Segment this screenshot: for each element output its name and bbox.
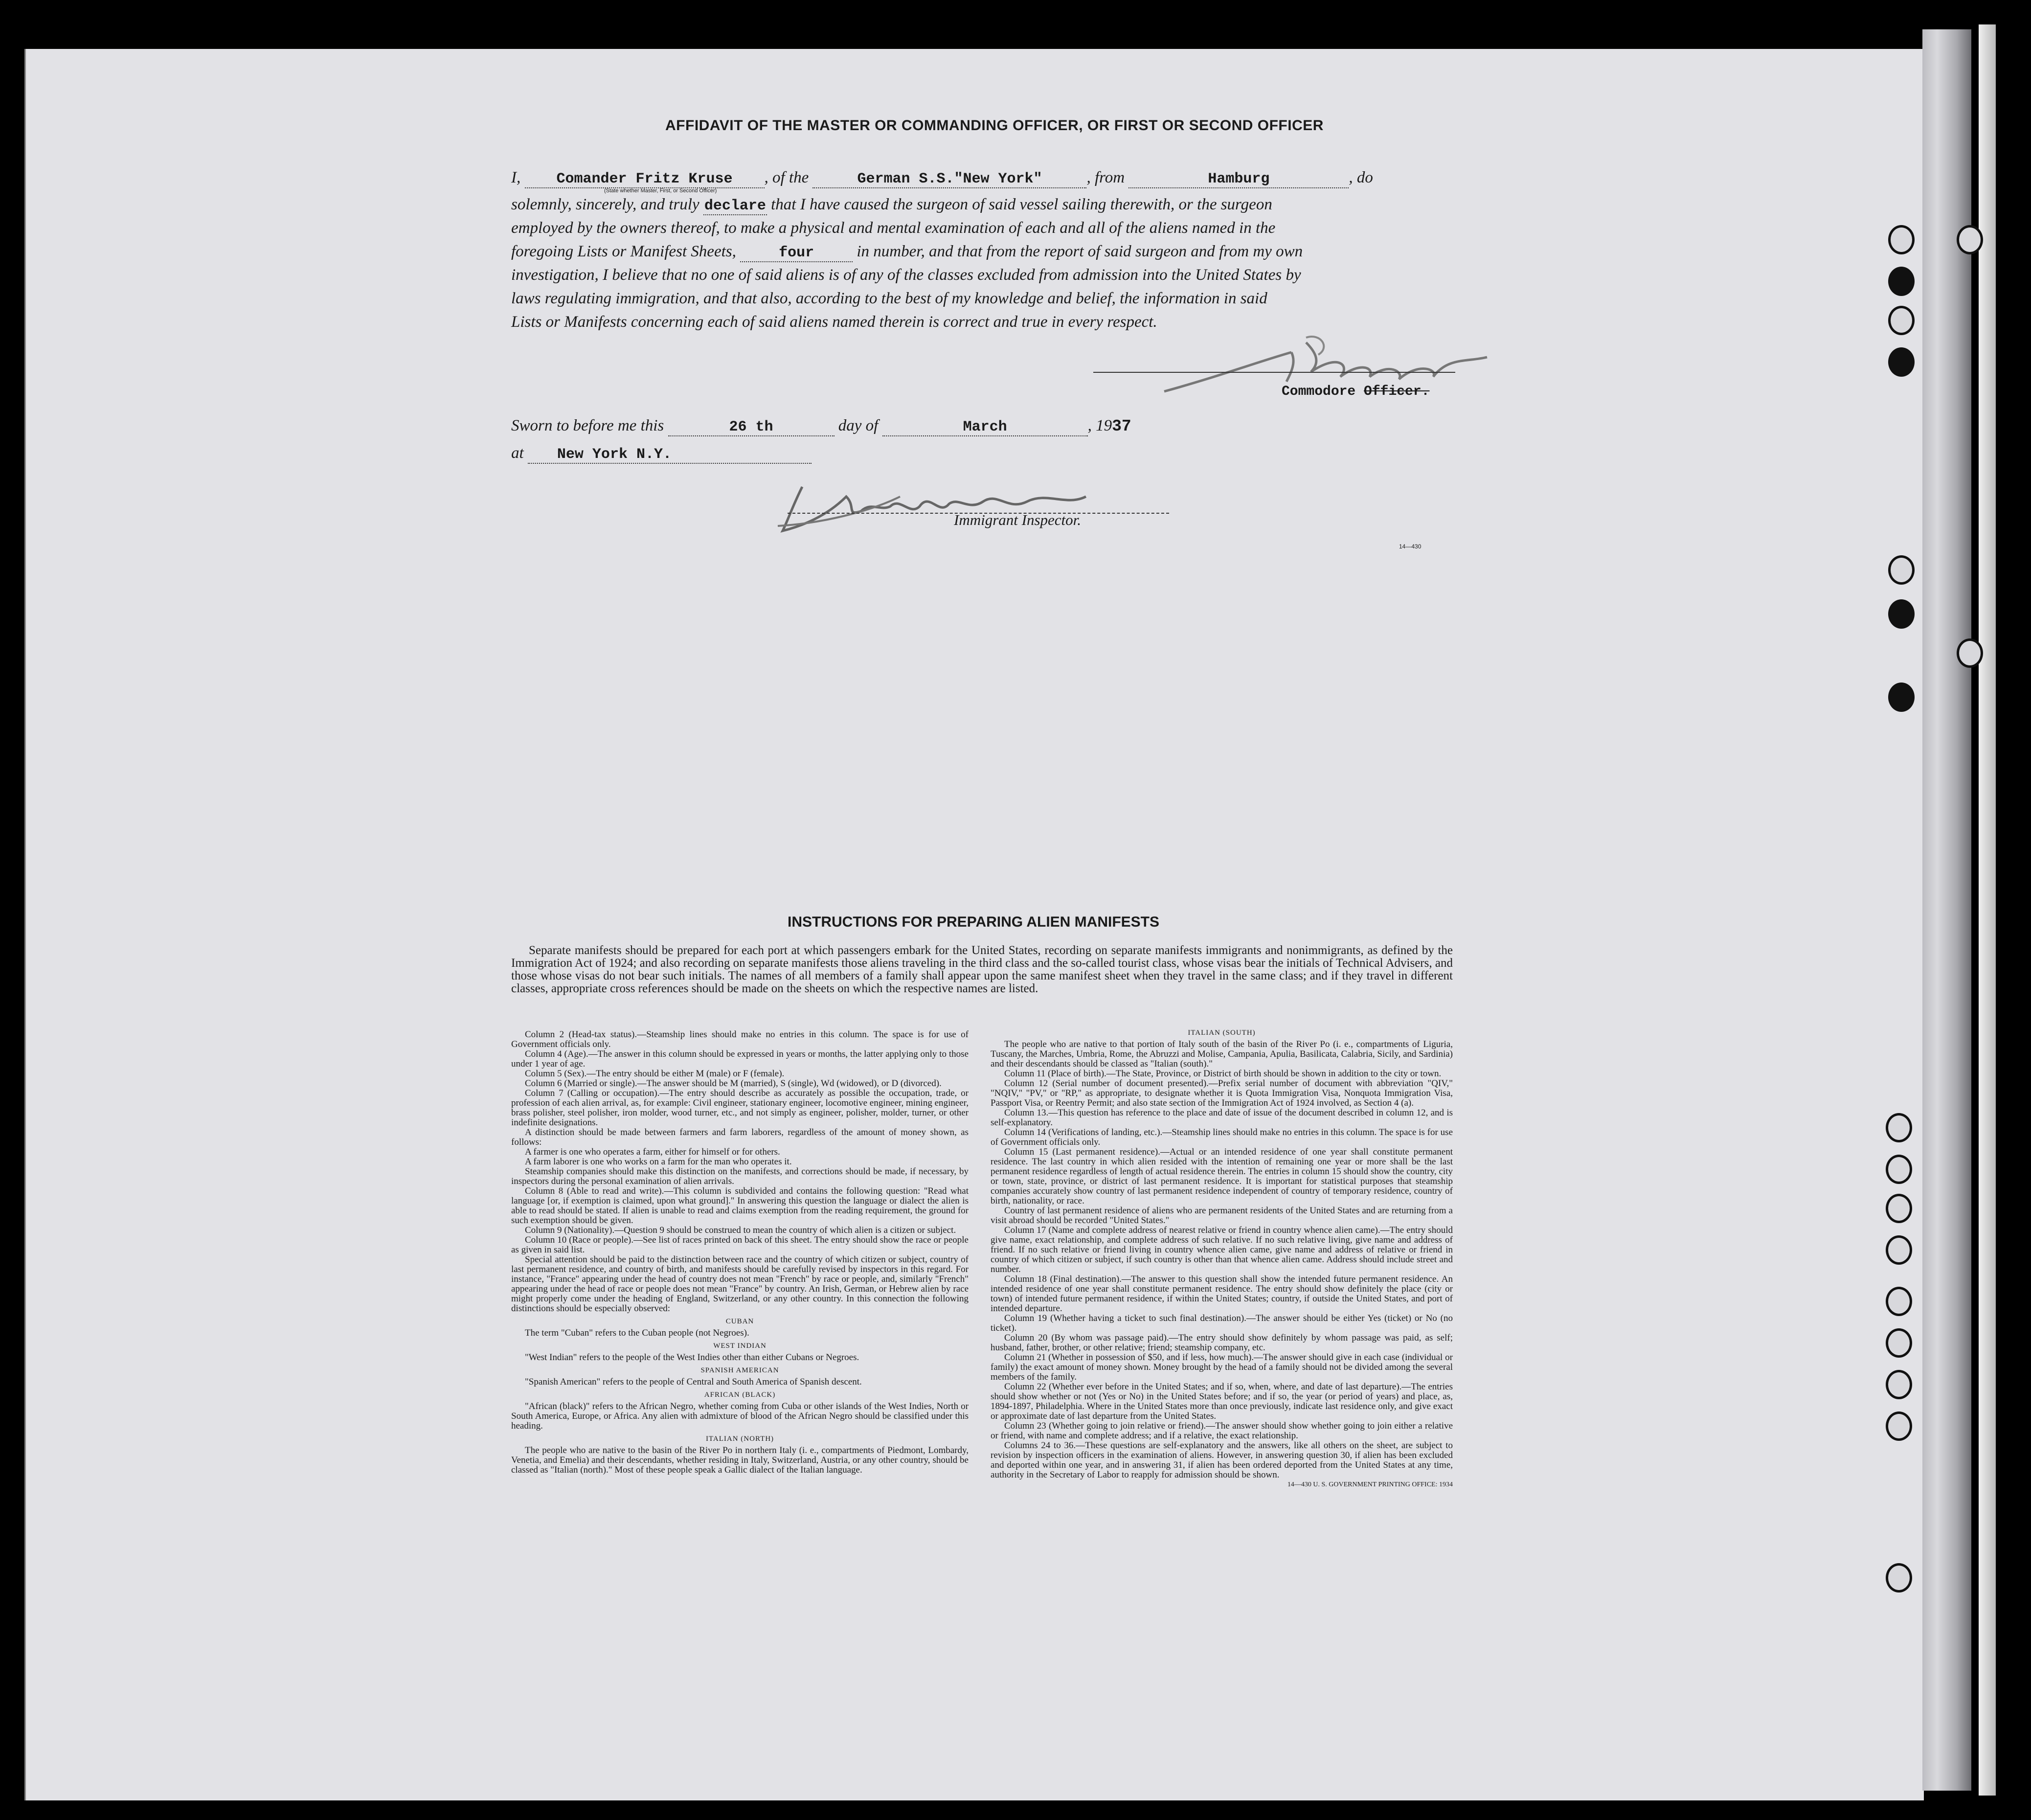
i-label: I,	[511, 169, 521, 186]
rank-struck-text: Officer.	[1364, 384, 1430, 399]
binder-hole	[1886, 1287, 1912, 1316]
sworn-line	[511, 417, 1455, 436]
paragraph: Column 8 (Able to read and write).—This column is subdivided and contains the following question: "Read what language [or, if exemption is claimed, upon what ground]." In answering this question the language or dialect the alien is able to read should be stated. If alien is unable to read and claims exemption from the reading requirement, the ground for such exemption should be given.	[511, 1186, 969, 1226]
paragraph: Column 5 (Sex).—The entry should be either M (male) or F (female).	[525, 1069, 785, 1079]
affidavit-line-1	[511, 169, 1455, 188]
text-segment: that I have caused the surgeon of said vessel sailing therewith, or the surgeon	[771, 196, 1272, 213]
binder-hole	[1886, 1328, 1912, 1358]
paragraph: Column 21 (Whether in possession of $50, and if less, how much).—The answer should give in each case (individual or family) the exact amount of money shown. Money brought by the head of a family should not be divided among the several members of the family.	[991, 1352, 1453, 1382]
paragraph: Column 11 (Place of birth).—The State, Province, or District of birth should be shown in addition to the city or town.	[1004, 1069, 1442, 1079]
instructions-left-column	[511, 1030, 969, 1475]
port-name: Hamburg	[1128, 171, 1349, 188]
paragraph: Column 10 (Race or people).—See list of races printed on back of this sheet. The entry should show the race or people as given in said list.	[511, 1235, 969, 1255]
binder-hole	[1886, 1194, 1912, 1223]
paragraph: Column 4 (Age).—The answer in this column should be expressed in years or months, the latter applying only to those under 1 year of age.	[511, 1049, 969, 1069]
paragraph: Steamship companies should make this distinction on the manifests, and corrections should be made, if necessary, by inspectors during the personal examination of alien arrivals.	[511, 1166, 969, 1186]
binder-hole	[1888, 306, 1915, 335]
text-segment: foregoing Lists or Manifest Sheets,	[511, 243, 736, 260]
paragraph: Column 6 (Married or single).—The answer should be M (married), S (single), Wd (widowed), or D (divorced).	[525, 1078, 942, 1089]
from-label: , from	[1086, 169, 1125, 186]
paragraph: Column 2 (Head-tax status).—Steamship lines should make no entries in this column. The space is for use of Government officials only.	[511, 1029, 969, 1049]
binder-hole	[1957, 638, 1983, 668]
binder-hole	[1886, 1563, 1912, 1592]
officer-name-note: (State whether Master, First, or Second Officer)	[604, 188, 717, 194]
instructions-intro: Separate manifests should be prepared for each port at which passengers embark for the United States, recording on separate manifests immigrants and nonimmigrants, as defined by the Immigration Act of 1924; and also recording on separate manifests those aliens traveling in the third class and the so-called tourist class, whose visas bear the initials of Technical Advisers, and those whose visas do not bear such initials. The names of all members of a family shall appear upon the same manifest sheet when they travel in the same class; and if they travel in different classes, appropriate cross references should be made on the sheets on which the respective names are listed.	[511, 944, 1453, 995]
officer-name: Comander Fritz Kruse	[525, 171, 765, 188]
sworn-place: New York N.Y.	[528, 446, 812, 464]
paragraph: Column 9 (Nationality).—Question 9 should be construed to mean the country of which alien is a citizen or subject.	[525, 1225, 956, 1235]
sworn-label: Sworn to before me this	[511, 417, 664, 434]
paragraph: Column 23 (Whether going to join relative or friend).—The answer should show whether going to join either a relative or friend, with name and complete address; and if a relative, the exact relationship.	[991, 1421, 1453, 1441]
section-heading: ITALIAN (SOUTH)	[1188, 1029, 1256, 1037]
paragraph: The people who are native to that portion of Italy south of the basin of the River Po (i. e., compartments of Liguria, Tuscany, the Marches, Umbria, Rome, the Abruzzi and Molise, Campania, Apulia, Basilicata, Calabria, Sicily, and Sardinia) and their descendants should be classed as "Italian (south)."	[991, 1039, 1453, 1069]
of-the-label: , of the	[764, 169, 809, 186]
paragraph: Column 20 (By whom was passage paid).—The entry should show definitely by whom passage was paid, as self; husband, father, brother, or other relative; friend; steamship company, etc.	[991, 1333, 1453, 1353]
page-edge	[1979, 24, 1996, 1796]
rank-text: Commodore	[1282, 384, 1356, 399]
binder-hole	[1888, 225, 1915, 254]
affidavit-line-7: Lists or Manifests concerning each of said aliens named therein is correct and true in every respect.	[511, 313, 1157, 331]
affidavit-line-6: laws regulating immigration, and that also, according to the best of my knowledge and belief, the information in said	[511, 290, 1267, 307]
affidavit-title: AFFIDAVIT OF THE MASTER OR COMMANDING OFFICER, OR FIRST OR SECOND OFFICER	[665, 117, 1324, 134]
paragraph: Column 7 (Calling or occupation).—The entry should describe as accurately as possible the occupation, trade, or profession of each alien arrival, as, for example: Civil engineer, stationary engineer, locomotive engineer, mining engineer, brass polisher, steel polisher, iron molder, wood turner, etc., and not simply as engineer, polisher, molder, turner, or other indefinite designations.	[511, 1088, 969, 1128]
printing-office-footer: 14—430 U. S. GOVERNMENT PRINTING OFFICE: 1934	[1287, 1481, 1453, 1488]
sworn-month: March	[882, 419, 1088, 436]
officer-signature-line	[1093, 372, 1455, 373]
day-of-label: day of	[838, 417, 879, 434]
binder-hole	[1886, 1411, 1912, 1441]
binder-hole	[1886, 1235, 1912, 1265]
paragraph: Column 19 (Whether having a ticket to such final destination).—The answer should be either Yes (ticket) or No (no ticket).	[991, 1313, 1453, 1333]
paragraph: Special attention should be paid to the distinction between race and the country of which citizen or subject, country of last permanent residence, and country of birth, and manifests should be carefully revised by inspectors in this regard. For instance, "France" appearing under the head of country does not mean "French" by race or people, and, similarly "French" appearing under the head of race or people does not mean "France" by country. An Irish, German, or Hebrew alien by race might properly come under the heading of England, Switzerland, or any other country. In this connection the following distinctions should be especially observed:	[511, 1254, 969, 1314]
paragraph: The people who are native to the basin of the River Po in northern Italy (i. e., compartments of Piedmont, Lombardy, Venetia, and Emelia) and their descendants, whether residing in Italy, Switzerland, Austria, or any other country, should be classed as "Italian (north)." Most of these people speak a Gallic dialect of the Italian language.	[511, 1445, 969, 1475]
affidavit-line-5: investigation, I believe that no one of said aliens is of any of the classes excluded from admission into the United States by	[511, 266, 1301, 284]
affidavit-line-3: employed by the owners thereof, to make a physical and mental examination of each and all of the aliens named in the	[511, 219, 1276, 237]
at-label: at	[511, 444, 524, 462]
paragraph: A farmer is one who operates a farm, either for himself or for others.	[525, 1147, 780, 1157]
year-prefix: , 19	[1087, 417, 1112, 434]
paragraph: Column 15 (Last permanent residence).—Actual or an intended residence of one year shall constitute permanent residence. The last country in which alien resided with the intention of remaining one year or more shall be the last permanent residence regardless of length of actual residence therein. The entries in column 15 should show the country, city or town, state, province, or district of last permanent residence. It is important for statistical purposes that steamship companies accurately show country of last permanent residence independent of country of temporary residence, country of birth, nationality, or race.	[991, 1147, 1453, 1206]
sheet-count: four	[740, 245, 853, 262]
section-heading: WEST INDIAN	[713, 1342, 767, 1350]
binder-hole	[1888, 682, 1915, 712]
paragraph: Column 22 (Whether ever before in the United States; and if so, when, where, and date of last departure).—The entries should show whether or not (Yes or No) in the United States before; and if so, the year (or period of years) and place, as, 1894-1897, Philadelphia. Where in the United States more than once previously, indicate last residence only, and give exact or approximate date of last departure from the United States.	[991, 1382, 1453, 1421]
section-heading: ITALIAN (NORTH)	[705, 1435, 774, 1443]
section-heading: CUBAN	[725, 1318, 754, 1325]
officer-rank	[1282, 384, 1429, 399]
section-heading: SPANISH AMERICAN	[700, 1366, 779, 1374]
paragraph: A distinction should be made between farmers and farm laborers, regardless of the amount of money shown, as follows:	[511, 1127, 969, 1147]
inspector-label: Immigrant Inspector.	[954, 511, 1082, 528]
paragraph: "African (black)" refers to the African Negro, whether coming from Cuba or other islands of the West Indies, North or South America, Europe, or Africa. Any alien with admixture of blood of the African Negro should be classified under this heading.	[511, 1401, 969, 1431]
binder-hole	[1888, 599, 1915, 629]
instructions-right-column	[991, 1025, 1453, 1490]
instructions-title: INSTRUCTIONS FOR PREPARING ALIEN MANIFESTS	[788, 914, 1160, 930]
paragraph: "West Indian" refers to the people of the West Indies other than either Cubans or Negroes.	[525, 1352, 859, 1363]
binder-hole	[1957, 225, 1983, 254]
binder-hole	[1886, 1113, 1912, 1142]
section-heading: AFRICAN (BLACK)	[704, 1391, 776, 1399]
sworn-day: 26 th	[668, 419, 835, 436]
binder-hole	[1888, 347, 1915, 377]
affidavit-line-4	[511, 243, 1455, 262]
year-suffix: 37	[1112, 417, 1131, 435]
text-segment: in number, and that from the report of said surgeon and from my own	[857, 243, 1303, 260]
paragraph: Column 17 (Name and complete address of nearest relative or friend in country whence alien came).—The entry should give name, exact relationship, and complete address of such relative. If no such relative living, give name and address of friend. If no such relative or friend living in country whence alien came, give name and address of relative or friend in country of which citizen or subject, if such country is other than that whence alien came. Address should include street and number.	[991, 1225, 1453, 1274]
binder-hole	[1886, 1155, 1912, 1184]
paragraph: A farm laborer is one who works on a farm for the man who operates it.	[525, 1157, 792, 1167]
paragraph: The term "Cuban" refers to the Cuban people (not Negroes).	[525, 1328, 749, 1338]
paragraph: Column 18 (Final destination).—The answer to this question shall show the intended future permanent residence. An intended residence of one year shall constitute permanent residence. The entry should show definitely the place (city or town) of intended future permanent residence, if within the United States; country, if outside the United States, and port of intended departure.	[991, 1274, 1453, 1314]
inspector-signature	[773, 477, 1115, 541]
paragraph: Column 13.—This question has reference to the place and date of issue of the document described in column 12, and is self-explanatory.	[991, 1108, 1453, 1128]
paragraph: Columns 24 to 36.—These questions are self-explanatory and the answers, like all others on the sheet, are subject to revision by inspection officers in the examination of aliens. However, in answering question 30, if alien has been excluded and deported within one year, and in answering 31, if alien has been ordered deported from the United States at any time, authority in the Secretary of Labor to reapply for admission should be shown.	[991, 1440, 1453, 1480]
vessel-name: German S.S."New York"	[812, 171, 1086, 188]
paragraph: Country of last permanent residence of aliens who are permanent residents of the United States and are returning from a visit abroad should be recorded "United States."	[991, 1206, 1453, 1226]
binder-hole	[1888, 267, 1915, 296]
binder-hole	[1886, 1370, 1912, 1399]
page-fold	[1922, 29, 1971, 1791]
form-number: 14—430	[1399, 543, 1422, 550]
at-line	[511, 444, 1455, 464]
declare-word: declare	[704, 198, 766, 214]
paragraph: "Spanish American" refers to the people of Central and South America of Spanish descent.	[525, 1377, 862, 1387]
paragraph: Column 12 (Serial number of document presented).—Prefix serial number of document with abbreviation "QIV," "NQIV," "PV," or "RP," as appropriate, to designate whether it is Quota Immigration Visa, Nonquota Immigration Visa, Passport Visa, or Reentry Permit; and also state section of the Immigration Act of 1924 involved, as Section 4 (a).	[991, 1078, 1453, 1108]
binder-hole	[1888, 555, 1915, 585]
do-label: , do	[1349, 169, 1373, 186]
paragraph: Column 14 (Verifications of landing, etc.).—Steamship lines should make no entries in this column. The space is for use of Government officials only.	[991, 1127, 1453, 1147]
affidavit-line-2	[511, 196, 1455, 215]
text-segment: solemnly, sincerely, and truly	[511, 196, 700, 213]
